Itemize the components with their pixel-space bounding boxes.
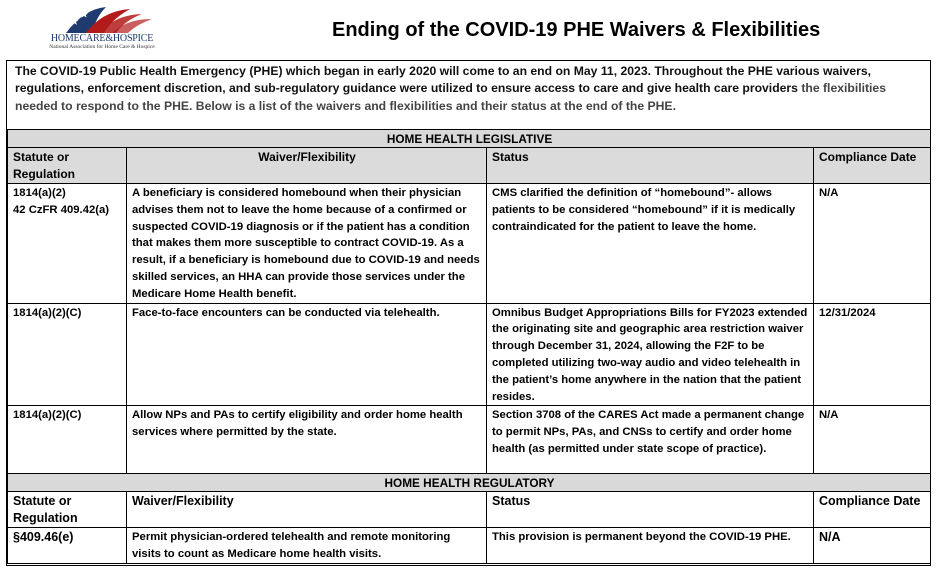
column-header-status: Status [487, 492, 814, 528]
intro-text: The COVID-19 Public Health Emergency (PHE) which began in early 2020 will come to an end on May 11, 2023. Throughout the PHE various waivers, regulations, enforcement discretion, and sub-regulatory guidance were utilized to ensure access to care and give health care providers [15, 64, 872, 96]
status-cell: Section 3708 of the CARES Act made a permanent change to permit NPs, PAs, and CNSs to certify and order home health (as permitted under state scope of practice). [487, 406, 814, 474]
section-header-row [8, 474, 931, 492]
compliance-cell: N/A [814, 184, 931, 304]
section-title-legislative: HOME HEALTH LEGISLATIVE [8, 130, 931, 148]
waiver-cell: Face-to-face encounters can be conducted via telehealth. [127, 303, 487, 406]
intro-text-continued: the flexibilities needed to respond to the PHE. Below is a list of the waivers and flexibilities and their status at the end of the PHE. [15, 81, 886, 113]
status-cell: This provision is permanent beyond the COVID-19 PHE. [487, 528, 814, 564]
waiver-cell: A beneficiary is considered homebound when their physician advises them not to leave the home because of a confirmed or suspected COVID-19 diagnosis or if the patient has a condition that makes them more susceptible to contract COVID-19. As a result, if a beneficiary is homebound due to COVID-19 and needs skilled services, an HHA can provide those services under the Medicare Home Health benefit. [127, 184, 487, 304]
column-header-status: Status [487, 148, 814, 184]
statute-citation-secondary: 42 CzFR 409.42(a) [13, 203, 110, 216]
logo-name: HOMECARE&HOSPICE [50, 33, 154, 44]
page-header [0, 0, 936, 58]
organization-logo [44, 3, 160, 53]
table-row [8, 406, 931, 474]
column-header-row [8, 148, 931, 184]
status-cell: CMS clarified the definition of “homebound”- allows patients to be considered “homebound” if it is medically contraindicated for the patient to leave the home. [487, 184, 814, 304]
logo-subtitle: National Association for Home Care & Hospice [49, 44, 155, 50]
column-header-compliance: Compliance Date [814, 148, 931, 184]
column-header-waiver: Waiver/Flexibility [127, 148, 487, 184]
table-row [8, 303, 931, 406]
document-frame [6, 60, 931, 566]
flag-swoosh-icon [44, 3, 160, 35]
statute-cell: 1814(a)(2)(C) [8, 303, 127, 406]
waiver-cell: Permit physician-ordered telehealth and remote monitoring visits to count as Medicare home health visits. [127, 528, 487, 564]
statute-citation: 1814(a)(2) [13, 187, 66, 199]
statute-cell: §409.46(e) [8, 528, 127, 564]
statute-cell: 1814(a)(2)(C) [8, 406, 127, 474]
column-header-statute: Statute or Regulation [8, 148, 127, 184]
compliance-cell: N/A [814, 406, 931, 474]
page-title: Ending of the COVID-19 PHE Waivers & Flexibilities [332, 19, 821, 41]
statute-cell [8, 184, 127, 304]
table-row [8, 184, 931, 304]
waiver-cell: Allow NPs and PAs to certify eligibility and order home health services where permitted by the state. [127, 406, 487, 474]
column-header-statute: Statute or Regulation [8, 492, 127, 528]
compliance-cell: 12/31/2024 [814, 303, 931, 406]
status-cell: Omnibus Budget Appropriations Bills for FY2023 extended the originating site and geographic area restriction waiver through December 31, 2024, allowing the F2F to be completed utilizing two-way audio and video telehealth in the patient’s home anywhere in the nation that the patient resides. [487, 303, 814, 406]
section-title-regulatory: HOME HEALTH REGULATORY [8, 474, 931, 492]
column-header-row [8, 492, 931, 528]
waivers-table [7, 129, 931, 564]
section-header-row [8, 130, 931, 148]
column-header-waiver: Waiver/Flexibility [127, 492, 487, 528]
table-row [8, 528, 931, 564]
intro-paragraph [7, 61, 930, 129]
compliance-cell: N/A [814, 528, 931, 564]
column-header-compliance: Compliance Date [814, 492, 931, 528]
